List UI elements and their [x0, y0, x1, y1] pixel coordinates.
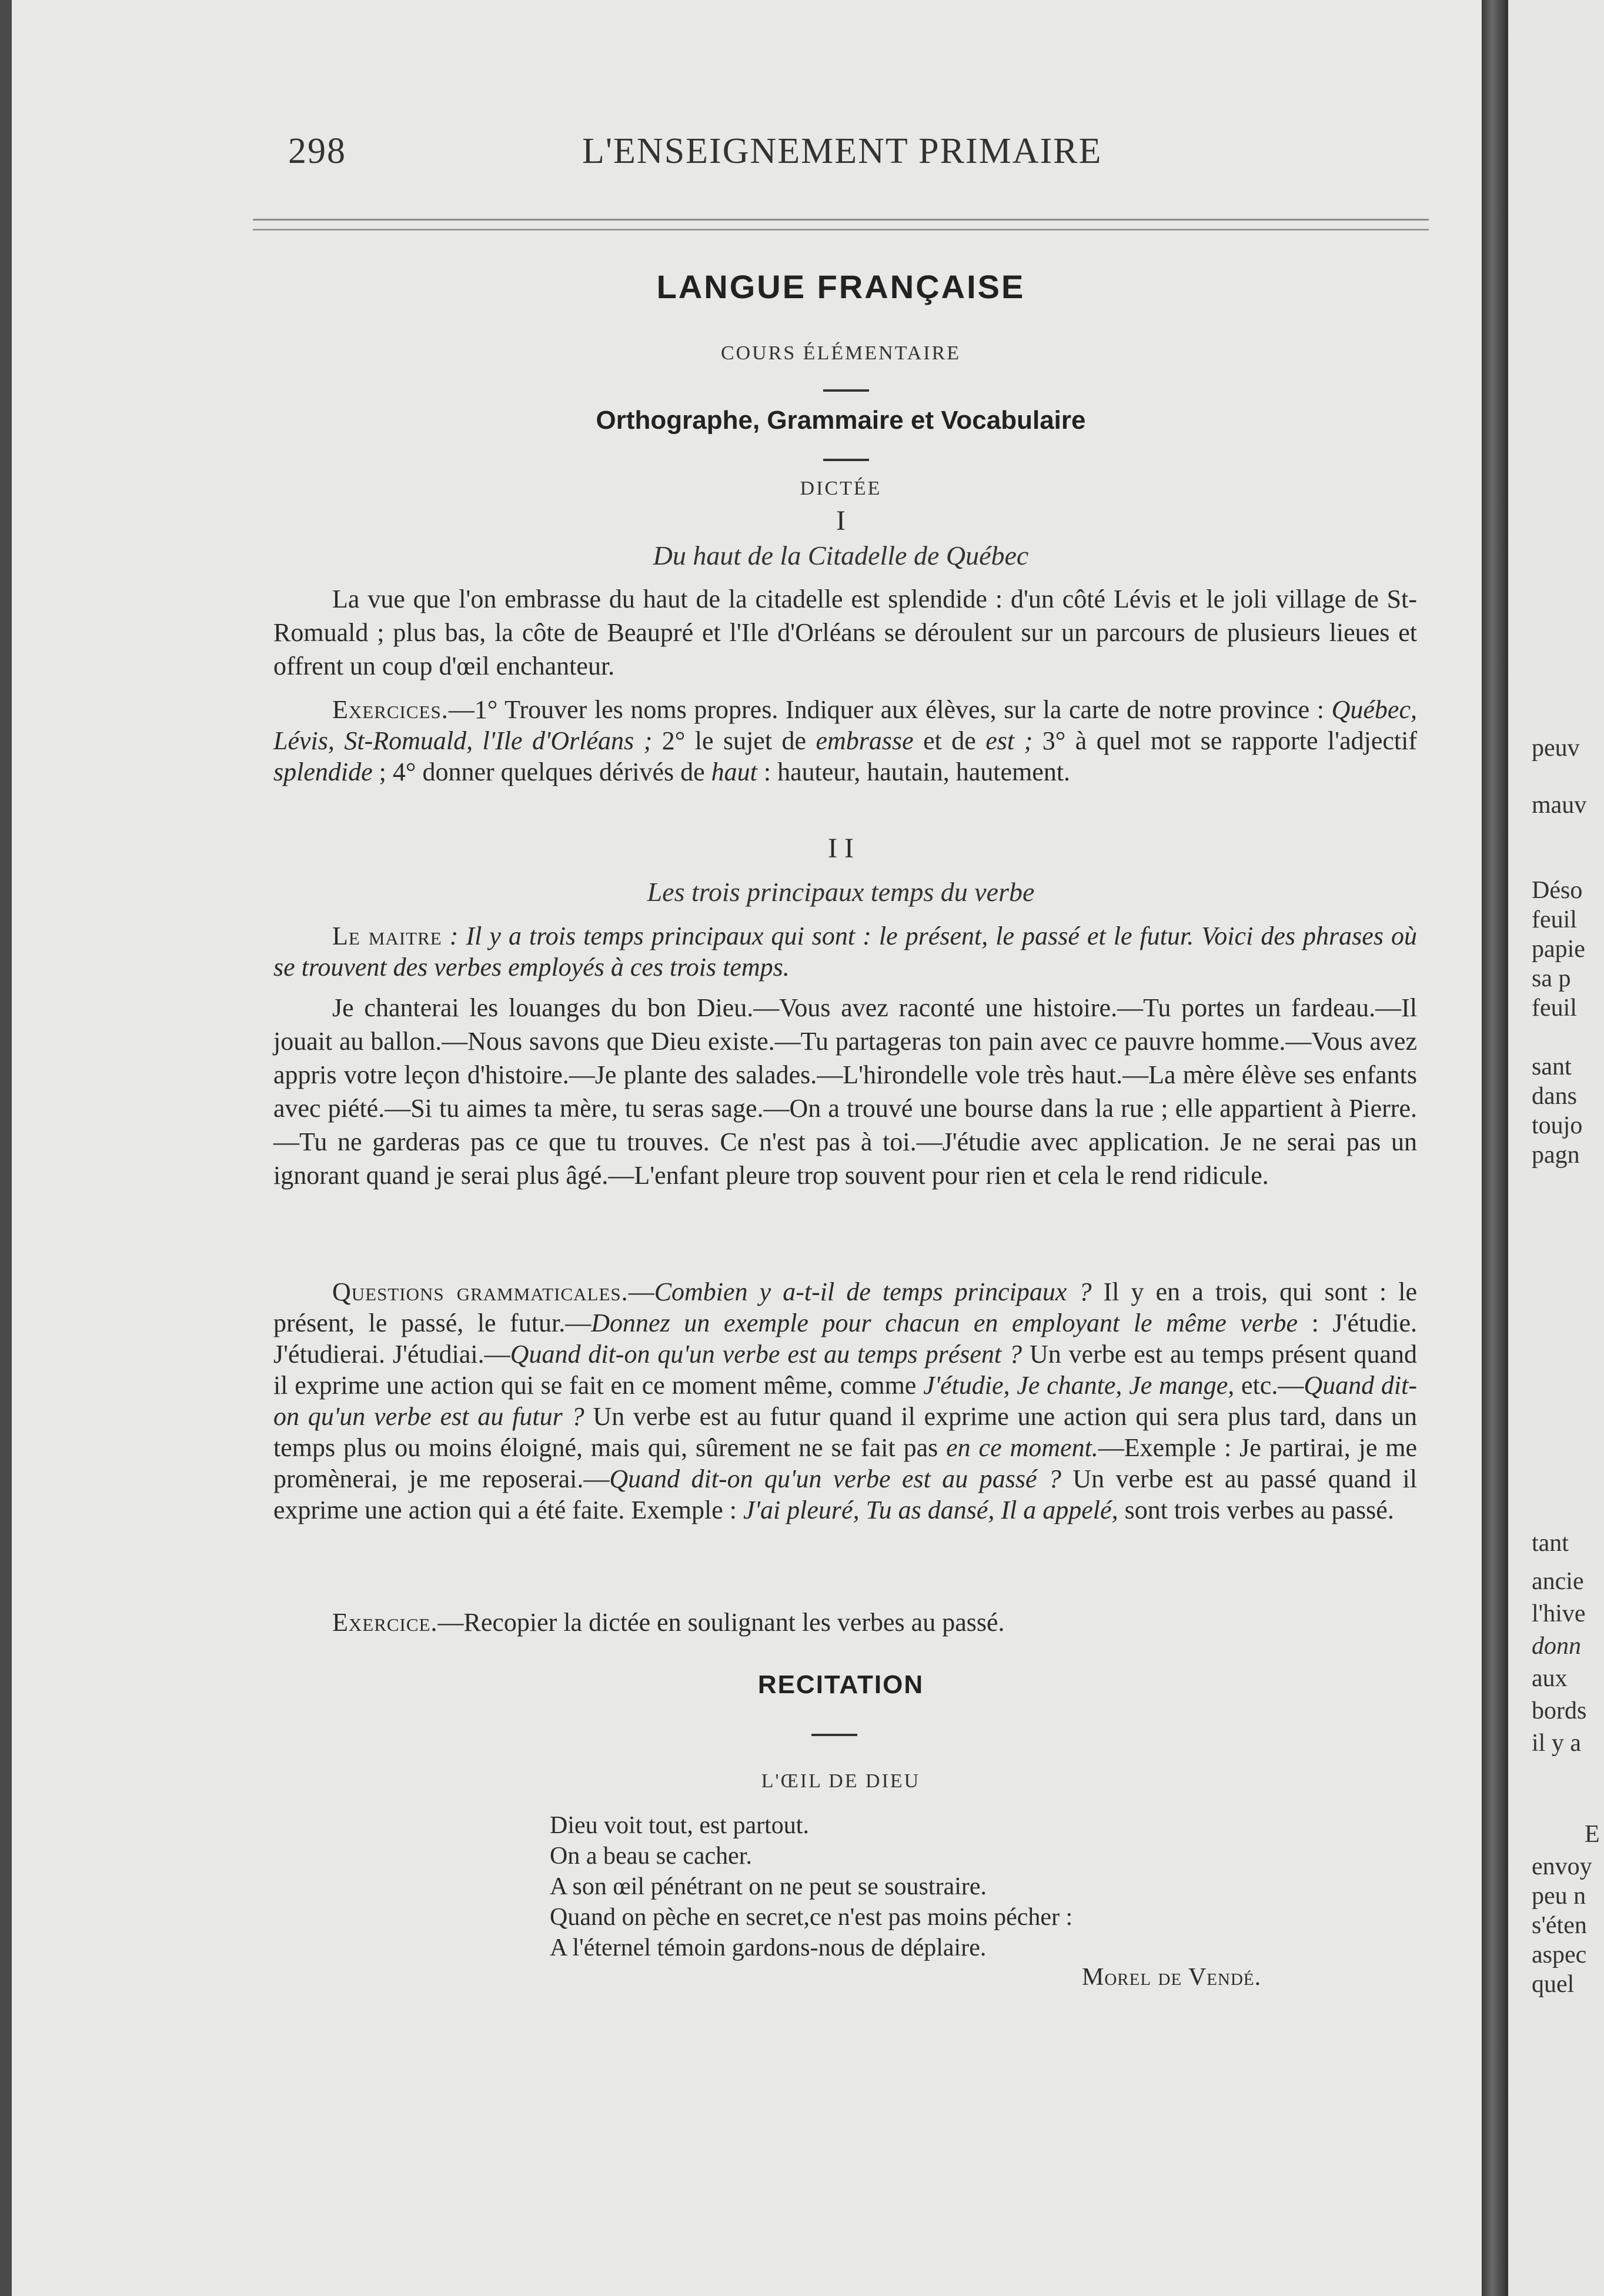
exercise-text-italic: haut	[711, 757, 757, 786]
question-text: —	[628, 1277, 654, 1306]
poem	[550, 1810, 1314, 1963]
facing-page	[1508, 0, 1604, 2296]
poem-author: Morel de Vendé.	[1082, 1964, 1262, 1991]
exercise-text: —Recopier la dictée en soulignant les verbes au passé.	[437, 1608, 1005, 1637]
facing-fragment: tant	[1532, 1530, 1569, 1557]
section-title: LANGUE FRANÇAISE	[656, 268, 1025, 305]
exercise-text-italic: embrasse	[816, 726, 914, 755]
facing-fragment: sa p	[1532, 965, 1571, 992]
questions-label: Questions grammaticales.	[332, 1277, 629, 1306]
exercise-text-italic: est ;	[985, 726, 1033, 755]
divider	[823, 459, 869, 461]
question-text-italic: Quand dit-on qu'un verbe est au passé ?	[609, 1464, 1061, 1493]
poem-line: Quand on pèche en secret,ce n'est pas moins pécher :	[550, 1904, 1073, 1931]
facing-fragment: donn	[1532, 1633, 1581, 1660]
question-text-italic: Quand dit-on qu'un verbe est au futur ?	[273, 1371, 1417, 1431]
divider	[823, 389, 869, 392]
question-text: etc.—	[1234, 1371, 1304, 1400]
facing-fragment: aux	[1532, 1665, 1568, 1692]
divider	[811, 1734, 857, 1736]
master-paragraph	[273, 920, 1417, 983]
facing-fragment: pagn	[1532, 1142, 1580, 1169]
dictation-text: Je chanterai les louanges du bon Dieu.—Vous avez raconté une histoire.—Tu portes un fardeau.—Il jouait au ballon.—Nous savons que Dieu existe.—Tu partageras ton pain avec ce pauvre homme.—Vous avez appris votre leçon d'histoire.—Je plante des salades.—L'hirondelle vole très haut.—La mère élève ses enfants avec piété.—Si tu aimes ta mère, tu seras sage.—On a trouvé une bourse dans la rue ; elle appartient à Pierre.—Tu ne garderas pas ce que tu trouves. Ce n'est pas à toi.—J'étudie avec application. Je ne serai pas un ignorant quand je serai plus âgé.—L'enfant pleure trop souvent pour rien et cela le rend ridicule.	[273, 993, 1417, 1190]
questions-paragraph	[273, 1276, 1417, 1526]
question-text: Un verbe est au futur quand il exprime une action qui sera plus tard, dans un temps plus ou moins éloigné, mais qui, sûrement ne se fait pas	[273, 1402, 1417, 1462]
facing-fragment: Déso	[1532, 877, 1583, 904]
exercise-label: Exercice.	[332, 1608, 438, 1637]
recitation-heading: RECITATION	[757, 1670, 924, 1699]
facing-fragment: l'hive	[1532, 1600, 1586, 1627]
dictation-label: DICTÉE	[800, 478, 882, 499]
question-text-italic: Donnez un exemple pour chacun en employant le même verbe	[591, 1309, 1298, 1337]
facing-fragment: dans	[1532, 1083, 1577, 1110]
facing-fragment: il y a	[1532, 1730, 1581, 1757]
exercise-text: —1° Trouver les noms propres. Indiquer aux élèves, sur la carte de notre province :	[448, 695, 1332, 724]
exercise-text: : hauteur, hautain, hautement.	[757, 757, 1071, 786]
dictation-number: I	[836, 505, 846, 536]
facing-fragment: feuil	[1532, 995, 1577, 1022]
facing-fragment: envoy	[1532, 1853, 1592, 1880]
facing-fragment: peu n	[1532, 1883, 1586, 1910]
exercise-text: et de	[913, 726, 986, 755]
header-rule	[253, 219, 1429, 231]
facing-fragment: quel	[1532, 1971, 1575, 1998]
exercise-text-italic: Québec, Lévis, St-Romuald, l'Ile d'Orléans ;	[273, 695, 1417, 755]
dictation-title: Du haut de la Citadelle de Québec	[653, 540, 1029, 570]
course-label: COURS ÉLÉMENTAIRE	[720, 342, 961, 364]
facing-fragment: feuil	[1532, 906, 1577, 933]
question-text-italic: J'ai pleuré, Tu as dansé, Il a appelé,	[743, 1496, 1118, 1524]
book-gutter	[1482, 0, 1508, 2296]
question-text: Un verbe est au temps présent quand il exprime une action qui se fait en ce moment même, comme	[273, 1340, 1417, 1400]
exercise-text-italic: splendide	[273, 757, 373, 786]
facing-fragment: papie	[1532, 936, 1585, 963]
poem-line: A l'éternel témoin gardons-nous de déplaire.	[550, 1934, 987, 1961]
dictation-title: Les trois principaux temps du verbe	[647, 877, 1035, 907]
facing-fragment: peuv	[1532, 735, 1580, 762]
poem-title: L'ŒIL DE DIEU	[761, 1770, 921, 1792]
question-text-italic: Quand dit-on qu'un verbe est au temps présent ?	[510, 1340, 1022, 1369]
question-text: Un verbe est au passé quand il exprime une action qui a été faite. Exemple :	[273, 1464, 1417, 1524]
exercise-label: Exercices.	[332, 695, 449, 724]
master-label: Le maitre	[332, 922, 442, 950]
poem-line: A son œil pénétrant on ne peut se soustraire.	[550, 1873, 987, 1900]
page-number: 298	[288, 131, 346, 171]
question-text: sont trois verbes au passé.	[1118, 1496, 1394, 1524]
question-text-italic: J'étudie, Je chante, Je mange,	[923, 1371, 1235, 1400]
question-text-italic: Combien y a-t-il de temps principaux ?	[654, 1277, 1092, 1306]
exercise-text: ; 4° donner quelques dérivés de	[372, 757, 711, 786]
facing-fragment: ancie	[1532, 1568, 1584, 1595]
facing-fragment: sant	[1532, 1053, 1572, 1080]
facing-fragment: s'éten	[1532, 1912, 1587, 1939]
poem-line: On a beau se cacher.	[550, 1843, 752, 1870]
facing-fragment: aspec	[1532, 1941, 1587, 1968]
question-text-italic: en ce moment.	[946, 1433, 1098, 1462]
question-text: —Exemple : Je partirai, je me promènerai, je me reposerai.—	[273, 1433, 1417, 1493]
question-text: : J'étudie. J'étudierai. J'étudiai.—	[273, 1309, 1417, 1369]
exercise-paragraph	[273, 694, 1417, 787]
subject-heading: Orthographe, Grammaire et Vocabulaire	[596, 406, 1086, 435]
facing-fragment: mauv	[1532, 792, 1587, 819]
dictation-number: I I	[828, 833, 854, 864]
running-title: L'ENSEIGNEMENT PRIMAIRE	[582, 131, 1102, 171]
facing-fragment: toujo	[1532, 1112, 1583, 1139]
facing-fragment: bords	[1532, 1697, 1587, 1724]
question-text: Il y en a trois, qui sont : le présent, le passé, le futur.—	[273, 1277, 1417, 1337]
poem-line: Dieu voit tout, est partout.	[550, 1812, 809, 1839]
master-text: : Il y a trois temps principaux qui sont : le présent, le passé et le futur. Voici des phrases où se trouvent des verbes employés à ces trois temps.	[273, 922, 1417, 982]
exercise-paragraph	[273, 1606, 1417, 1639]
dictation-text: La vue que l'on embrasse du haut de la citadelle est splendide : d'un côté Lévis et le joli village de St-Romuald ; plus bas, la côte de Beaupré et l'Ile d'Orléans se déroulent sur un parcours de plusieurs lieues et offrent un coup d'œil enchanteur.	[273, 585, 1417, 680]
facing-fragment: E	[1585, 1821, 1600, 1848]
exercise-text: 3° à quel mot se rapporte l'adjectif	[1032, 726, 1417, 755]
exercise-text: 2° le sujet de	[652, 726, 816, 755]
